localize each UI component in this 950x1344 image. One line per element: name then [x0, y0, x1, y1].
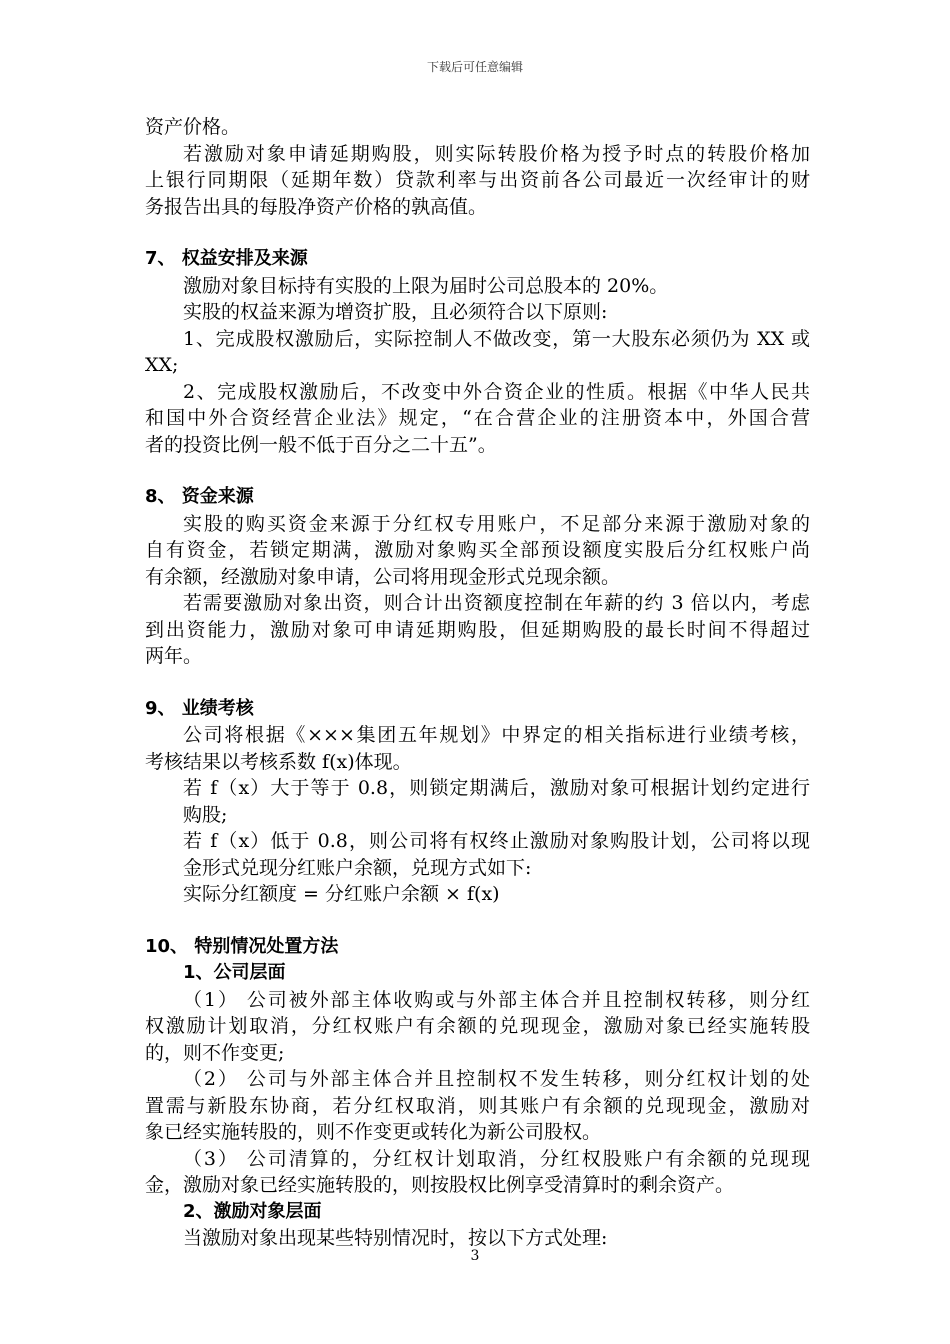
text-line: 金形式兑现分红账户余额，兑现方式如下: — [183, 856, 532, 879]
subsection-heading: 2、激励对象层面 — [183, 1200, 322, 1222]
text-line: XX; — [145, 354, 179, 376]
page-number: 3 — [470, 1248, 480, 1264]
text-line: 若需要激励对象出资，则合计出资额度控制在年薪的约 3 倍以内，考虑 — [183, 592, 810, 614]
text-line: 1、完成股权激励后，实际控制人不做改变，第一大股东必须仍为 XX 或 — [183, 327, 810, 350]
section-heading: 9、 业绩考核 — [145, 697, 254, 719]
text-line: 公司将根据《×××集团五年规划》中界定的相关指标进行业绩考核， — [183, 724, 810, 746]
paragraph-gap — [145, 458, 810, 484]
text-line: 象已经实施转股的，则不作变更或转化为新公司股权。 — [145, 1121, 602, 1143]
document-body — [145, 114, 810, 1252]
text-line: 考核结果以考核系数 f(x)体现。 — [145, 750, 412, 773]
section-heading: 7、 权益安排及来源 — [145, 248, 308, 269]
text-line: 有余额，经激励对象申请，公司将用现金形式兑现余额。 — [145, 565, 621, 588]
text-line: 当激励对象出现某些特别情况时，按以下方式处理: — [183, 1227, 608, 1249]
text-line: 购股; — [183, 803, 228, 826]
text-line: 激励对象目标持有实股的上限为届时公司总股本的 20%。 — [183, 274, 669, 297]
text-line: （1） 公司被外部主体收购或与外部主体合并且控制权转移，则分红 — [183, 988, 810, 1011]
text-line: 资产价格。 — [145, 116, 241, 138]
text-line: 金，激励对象已经实施转股的，则按股权比例享受清算时的剩余资产。 — [145, 1174, 735, 1196]
text-line: 实股的权益来源为增资扩股，且必须符合以下原则: — [183, 301, 608, 323]
paragraph-gap — [145, 670, 810, 696]
text-line: 若激励对象申请延期购股，则实际转股价格为授予时点的转股价格加 — [183, 142, 810, 165]
section-heading: 8、 资金来源 — [145, 486, 254, 507]
text-line: 者的投资比例一般不低于百分之二十五”。 — [145, 433, 497, 456]
section-heading: 10、 特别情况处置方法 — [145, 935, 339, 957]
text-line: 实际分红额度 = 分红账户余额 × f(x) — [183, 883, 500, 905]
text-line: （2） 公司与外部主体合并且控制权不发生转移，则分红权计划的处 — [183, 1068, 810, 1090]
text-line: 置需与新股东协商，若分红权取消，则其账户有余额的兑现现金，激励对 — [145, 1094, 810, 1117]
paragraph-gap — [145, 220, 810, 246]
text-line: 若 f（x）低于 0.8，则公司将有权终止激励对象购股计划，公司将以现 — [183, 830, 810, 852]
text-line: 务报告出具的每股净资产价格的孰高值。 — [145, 195, 488, 218]
text-line: （3） 公司清算的，分红权计划取消，分红权股账户有余额的兑现现 — [183, 1147, 810, 1170]
text-line: 的，则不作变更; — [145, 1041, 285, 1064]
subsection-heading: 1、公司层面 — [183, 962, 286, 983]
text-line: 两年。 — [145, 645, 203, 667]
paragraph-gap — [145, 908, 810, 934]
text-line: 上银行同期限（延期年数）贷款利率与出资前各公司最近一次经审计的财 — [145, 169, 810, 191]
page-header: 下载后可任意编辑 — [426, 60, 523, 74]
text-line: 权激励计划取消，分红权账户有余额的兑现现金，激励对象已经实施转股 — [145, 1015, 810, 1037]
text-line: 实股的购买资金来源于分红权专用账户，不足部分来源于激励对象的 — [183, 512, 810, 535]
text-line: 自有资金，若锁定期满，激励对象购买全部预设额度实股后分红权账户尚 — [145, 539, 810, 561]
text-line: 到出资能力，激励对象可申请延期购股，但延期购股的最长时间不得超过 — [145, 618, 810, 641]
text-line: 若 f（x）大于等于 0.8，则锁定期满后，激励对象可根据计划约定进行 — [183, 777, 810, 799]
text-line: 2、完成股权激励后，不改变中外合资企业的性质。根据《中华人民共 — [183, 380, 810, 403]
text-line: 和国中外合资经营企业法》规定，“在合营企业的注册资本中，外国合营 — [145, 407, 810, 429]
